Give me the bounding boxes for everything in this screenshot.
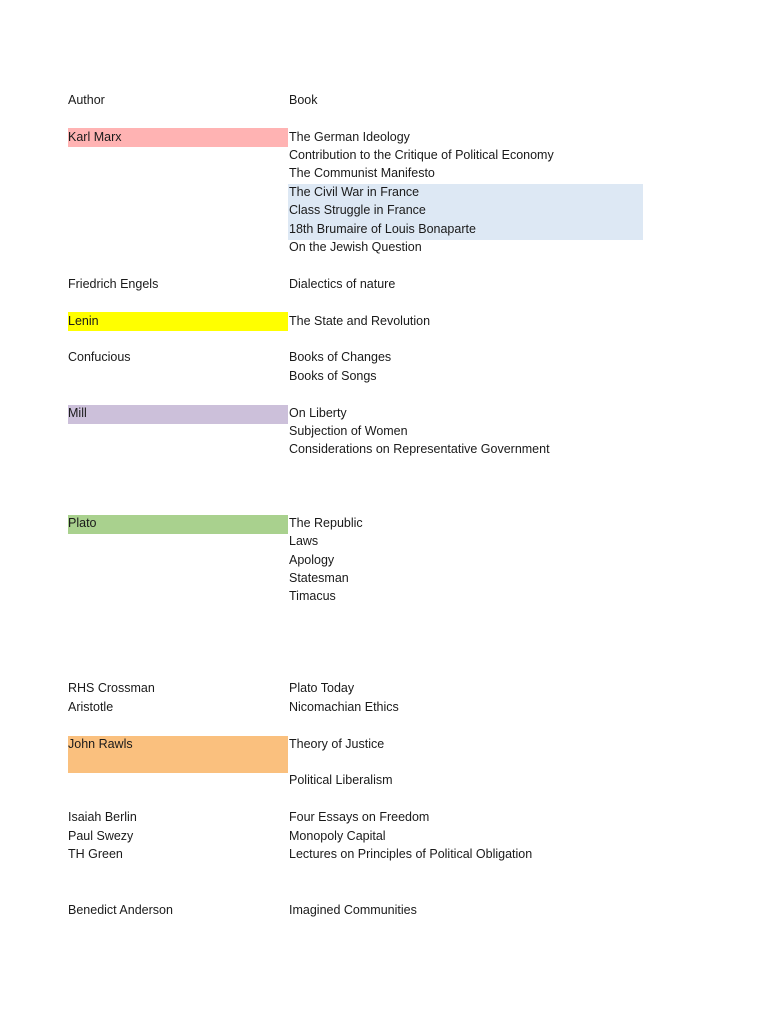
book-cell: Books of Changes bbox=[289, 350, 392, 364]
book-cell: 18th Brumaire of Louis Bonaparte bbox=[289, 222, 476, 236]
book-cell: Class Struggle in France bbox=[289, 203, 426, 217]
author-cell: Isaiah Berlin bbox=[68, 810, 137, 824]
author-cell: John Rawls bbox=[68, 737, 133, 751]
book-cell: Considerations on Representative Government bbox=[289, 442, 550, 456]
book-cell: The Communist Manifesto bbox=[289, 166, 435, 180]
book-cell: The Republic bbox=[289, 516, 363, 530]
book-cell: Statesman bbox=[289, 571, 349, 585]
author-cell: RHS Crossman bbox=[68, 681, 155, 695]
book-cell: Laws bbox=[289, 534, 319, 548]
book-cell: Nicomachian Ethics bbox=[289, 700, 399, 714]
book-cell: Books of Songs bbox=[289, 369, 377, 383]
header-author: Author bbox=[68, 93, 105, 107]
author-cell: Aristotle bbox=[68, 700, 114, 714]
author-cell: Karl Marx bbox=[68, 130, 122, 144]
book-cell: The Civil War in France bbox=[289, 185, 420, 199]
author-cell: Paul Swezy bbox=[68, 829, 134, 843]
book-cell: Apology bbox=[289, 553, 335, 567]
book-cell: Contribution to the Critique of Political Economy bbox=[289, 148, 554, 162]
book-cell: On the Jewish Question bbox=[289, 240, 422, 254]
book-cell: Plato Today bbox=[289, 681, 355, 695]
author-cell: Lenin bbox=[68, 314, 99, 328]
book-cell: Four Essays on Freedom bbox=[289, 810, 430, 824]
book-cell: Political Liberalism bbox=[289, 773, 393, 787]
book-cell: Dialectics of nature bbox=[289, 277, 396, 291]
book-cell: Timacus bbox=[289, 589, 336, 603]
author-cell: Friedrich Engels bbox=[68, 277, 159, 291]
author-cell: Benedict Anderson bbox=[68, 903, 173, 917]
author-cell: Mill bbox=[68, 406, 87, 420]
book-cell: The State and Revolution bbox=[289, 314, 431, 328]
author-cell: Confucious bbox=[68, 350, 131, 364]
book-cell: Theory of Justice bbox=[289, 737, 385, 751]
book-cell: The German Ideology bbox=[289, 130, 410, 144]
book-cell: Monopoly Capital bbox=[289, 829, 386, 843]
header-book: Book bbox=[289, 93, 318, 107]
book-cell: Lectures on Principles of Political Obligation bbox=[289, 847, 533, 861]
book-cell: On Liberty bbox=[289, 406, 347, 420]
author-cell: TH Green bbox=[68, 847, 123, 861]
author-cell: Plato bbox=[68, 516, 97, 530]
book-cell: Subjection of Women bbox=[289, 424, 408, 438]
book-cell: Imagined Communities bbox=[289, 903, 417, 917]
